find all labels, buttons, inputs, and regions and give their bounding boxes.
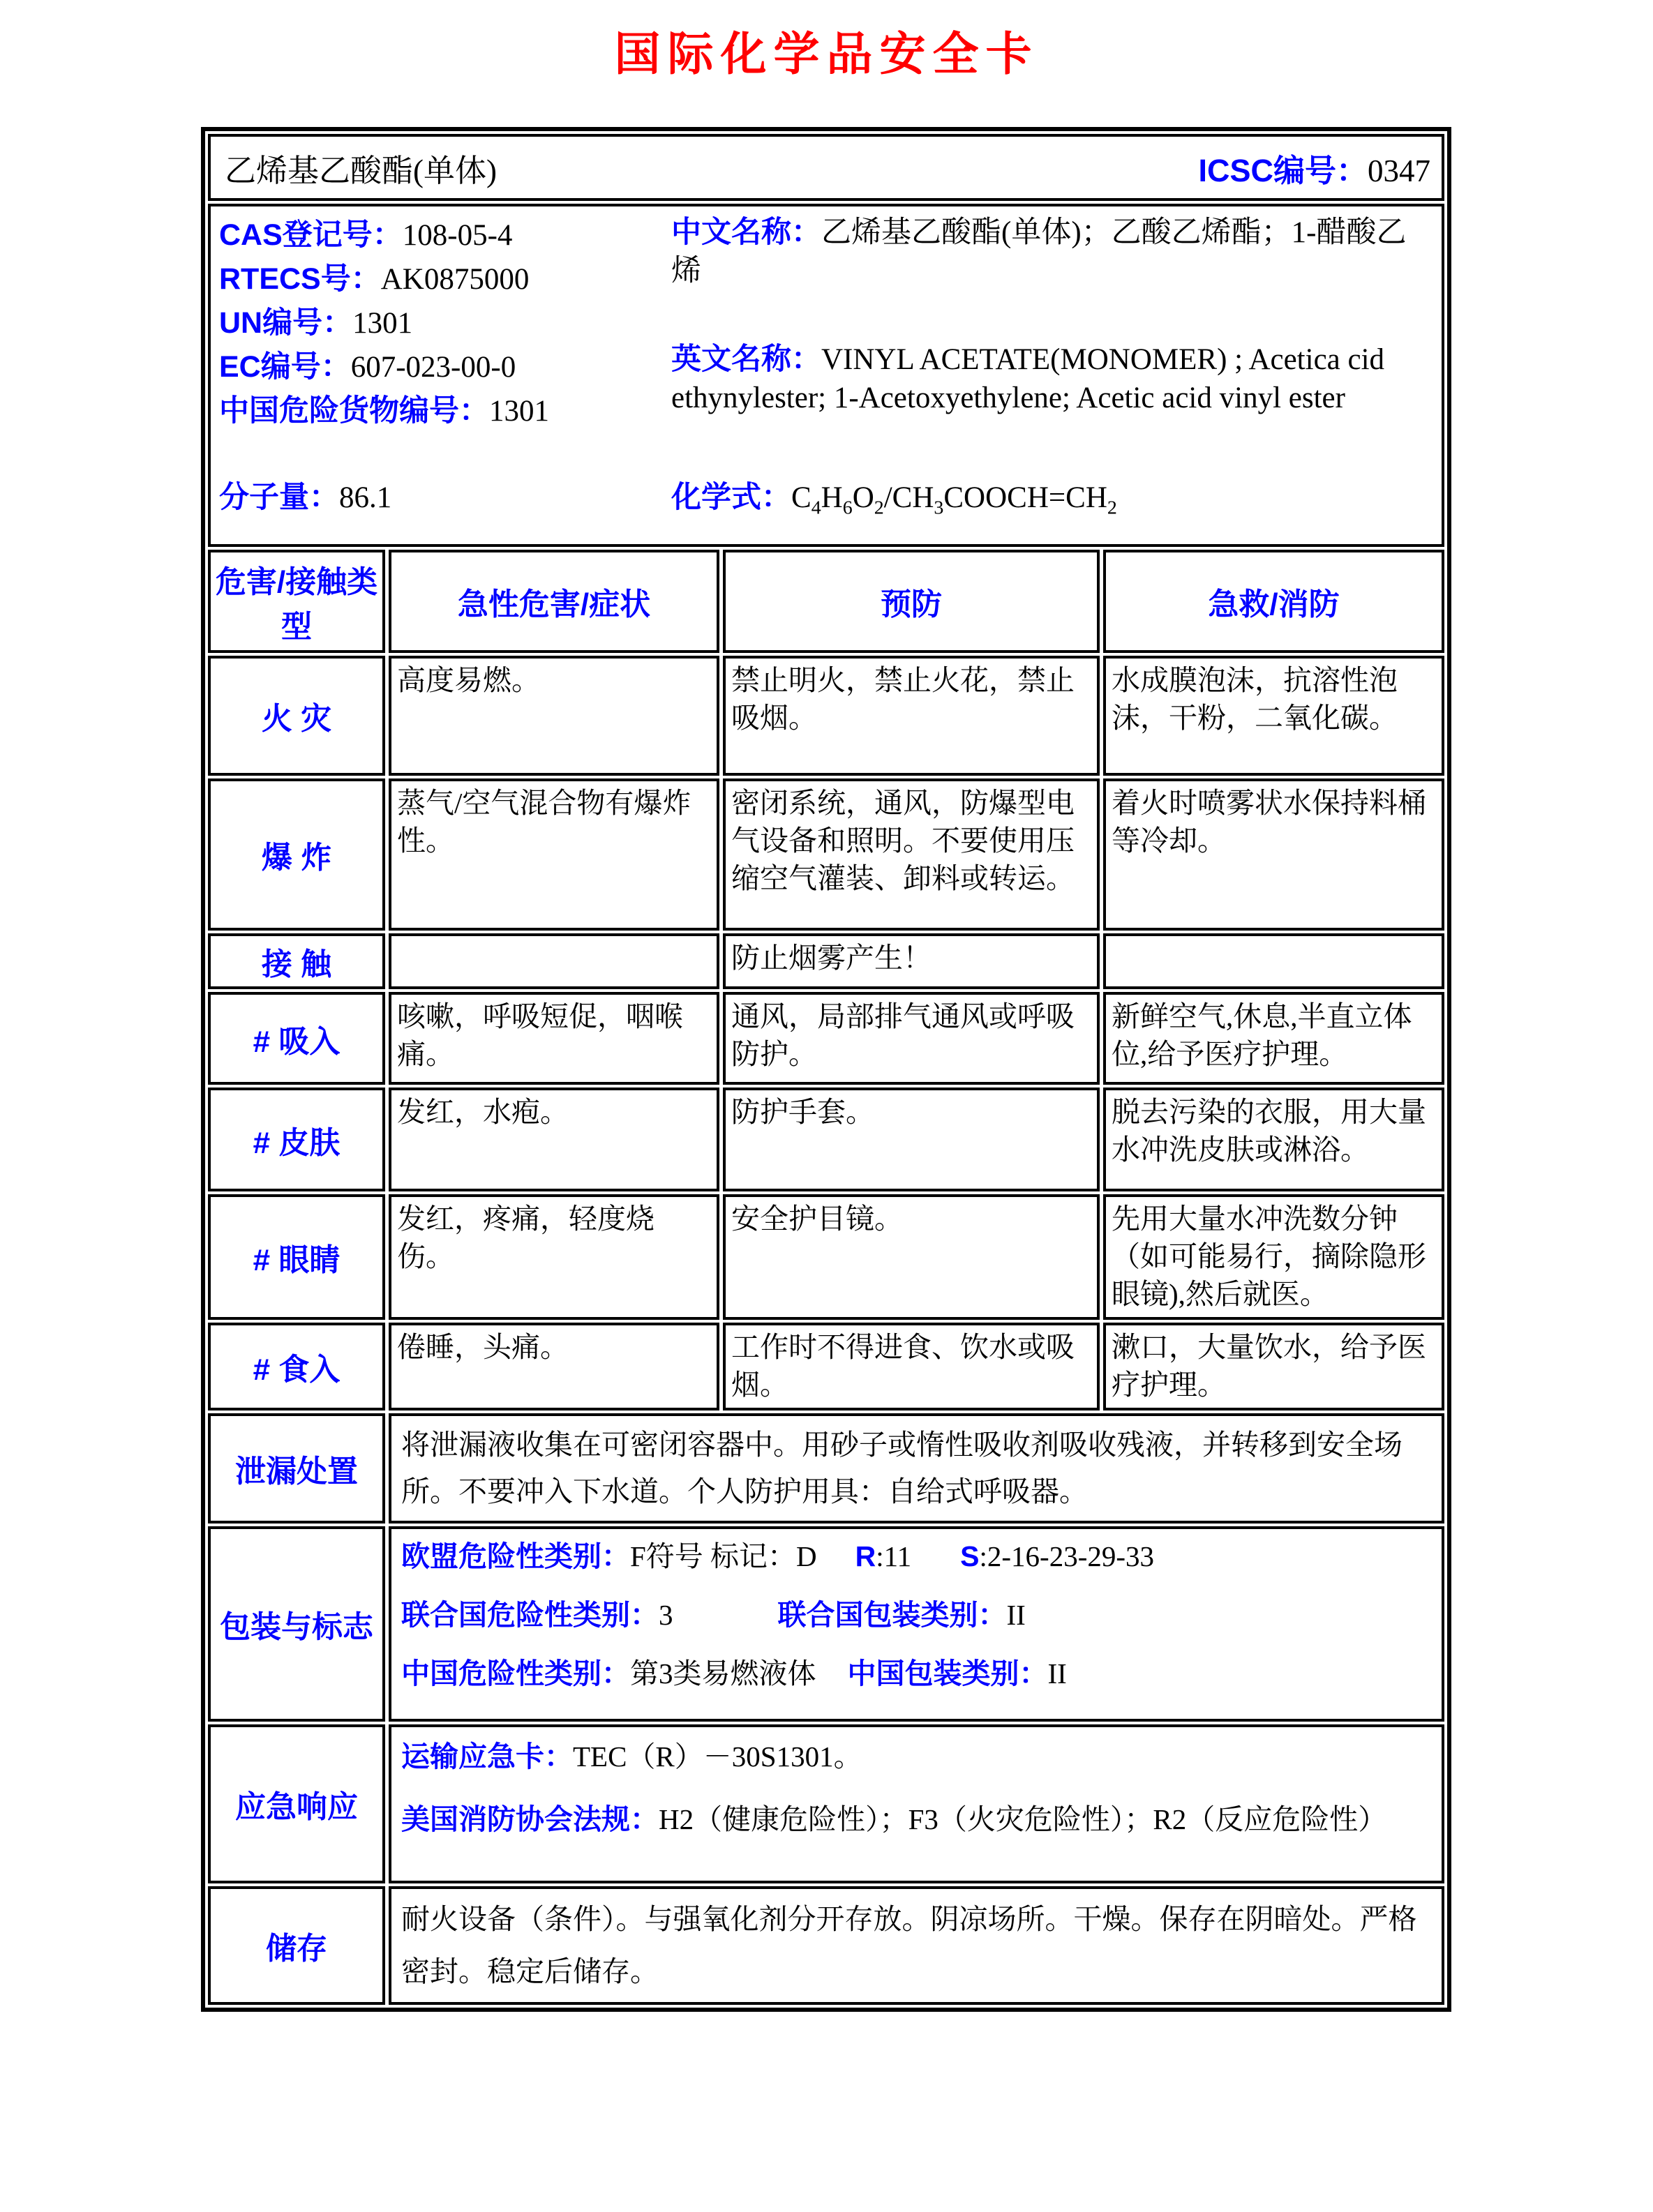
contact-first-aid	[1103, 933, 1444, 989]
inhalation-prevention: 通风，局部排气通风或呼吸防护。	[723, 992, 1100, 1085]
eu-hazard-class-line: 欧盟危险性类别：F符号 标记：D R:11 S:2-16-23-29-33	[401, 1540, 1155, 1572]
table-row-inhalation	[208, 992, 1444, 1085]
china-class-line: 中国危险性类别：第3类易燃液体 中国包装类别：II	[401, 1657, 1067, 1690]
header-first-aid: 急救/消防	[1103, 550, 1444, 653]
row-label: 接 触	[208, 933, 385, 989]
skin-symptoms: 发红，水疱。	[389, 1088, 719, 1191]
row-label: # 吸入	[208, 992, 385, 1085]
ingestion-first-aid: 漱口，大量饮水，给予医疗护理。	[1103, 1323, 1444, 1410]
table-row-ingestion	[208, 1323, 1444, 1410]
name-row	[208, 134, 1444, 201]
packaging-section	[208, 1526, 1444, 1722]
safety-card	[201, 127, 1451, 2012]
english-name: 英文名称：VINYL ACETATE(MONOMER) ; Acetica cid ethynylester; 1-Acetoxyethylene; Acetic acid vinyl ester	[671, 343, 1385, 414]
row-label: # 食入	[208, 1323, 385, 1410]
table-row-contact	[208, 933, 1444, 989]
molecular-weight: 分子量：86.1	[219, 481, 392, 514]
skin-prevention: 防护手套。	[723, 1088, 1100, 1191]
storage-text: 耐火设备（条件）。与强氧化剂分开存放。阴凉场所。干燥。保存在阴暗处。严格密封。稳定后储存。	[389, 1886, 1444, 2005]
header-hazard-type: 危害/接触类型	[208, 550, 385, 653]
eyes-symptoms: 发红，疼痛，轻度烧伤。	[389, 1194, 719, 1320]
un-class-line: 联合国危险性类别：3 联合国包装类别：II	[401, 1599, 1026, 1631]
explosion-prevention: 密闭系统，通风，防爆型电气设备和照明。不要使用压缩空气灌装、卸料或转运。	[723, 778, 1100, 931]
packaging-label: 包装与标志	[208, 1526, 385, 1722]
chinese-name: 中文名称：乙烯基乙酸酯(单体)；乙酸乙烯酯；1-醋酸乙烯	[671, 216, 1407, 287]
explosion-symptoms: 蒸气/空气混合物有爆炸性。	[389, 778, 719, 931]
contact-symptoms	[389, 933, 719, 989]
table-row-eyes	[208, 1194, 1444, 1320]
emergency-body	[389, 1724, 1444, 1883]
registry-numbers	[219, 213, 671, 433]
substance-name: 乙烯基乙酸酯(单体)	[225, 153, 497, 188]
storage-section	[208, 1886, 1444, 2005]
fire-first-aid: 水成膜泡沫，抗溶性泡沫，干粉，二氧化碳。	[1103, 656, 1444, 776]
emergency-label: 应急响应	[208, 1724, 385, 1883]
table-row-fire	[208, 656, 1444, 776]
identification-cell	[208, 204, 1444, 547]
table-row-explosion	[208, 778, 1444, 931]
header-prevention: 预防	[723, 550, 1100, 653]
un-number: UN编号：1301	[219, 306, 413, 340]
nfpa-line: 美国消防协会法规：H2（健康危险性）；F3（火灾危险性）；R2（反应危险性）	[401, 1803, 1387, 1835]
storage-label: 储存	[208, 1886, 385, 2005]
hazard-table-header	[208, 550, 1444, 653]
inhalation-first-aid: 新鲜空气,休息,半直立体位,给予医疗护理。	[1103, 992, 1444, 1085]
rtecs-number: RTECS号：AK0875000	[219, 262, 530, 296]
icsc-value: 0347	[1368, 153, 1430, 188]
icsc-label: ICSC编号：	[1198, 152, 1368, 188]
cas-number: CAS登记号：108-05-4	[219, 218, 513, 252]
inhalation-symptoms: 咳嗽，呼吸短促，咽喉痛。	[389, 992, 719, 1085]
row-label: # 眼睛	[208, 1194, 385, 1320]
fire-symptoms: 高度易燃。	[389, 656, 719, 776]
page-title: 国际化学品安全卡	[614, 28, 1039, 80]
header-symptoms: 急性危害/症状	[389, 550, 719, 653]
spill-section	[208, 1413, 1444, 1523]
eyes-first-aid: 先用大量水冲洗数分钟（如可能易行，摘除隐形眼镜),然后就医。	[1103, 1194, 1444, 1320]
ingestion-symptoms: 倦睡，头痛。	[389, 1323, 719, 1410]
fire-prevention: 禁止明火，禁止火花，禁止吸烟。	[723, 656, 1100, 776]
spill-text: 将泄漏液收集在可密闭容器中。用砂子或惰性吸收剂吸收残液，并转移到安全场所。不要冲入下水道。个人防护用具：自给式呼吸器。	[389, 1413, 1444, 1523]
row-label: # 皮肤	[208, 1088, 385, 1191]
spill-label: 泄漏处置	[208, 1413, 385, 1523]
table-row-skin	[208, 1088, 1444, 1191]
emergency-section	[208, 1724, 1444, 1883]
contact-prevention: 防止烟雾产生！	[723, 933, 1100, 989]
eyes-prevention: 安全护目镜。	[723, 1194, 1100, 1320]
row-label: 爆 炸	[208, 778, 385, 931]
packaging-body	[389, 1526, 1444, 1722]
row-label: 火 灾	[208, 656, 385, 776]
ingestion-prevention: 工作时不得进食、饮水或吸烟。	[723, 1323, 1100, 1410]
transport-card-line: 运输应急卡：TEC（R）－30S1301。	[401, 1740, 862, 1773]
skin-first-aid: 脱去污染的衣服，用大量水冲洗皮肤或淋浴。	[1103, 1088, 1444, 1191]
chemical-names	[671, 213, 1435, 433]
chemical-formula: 化学式：$C_4H_6O_2/CH_3COOCH=CH_2$	[671, 481, 1117, 519]
explosion-first-aid: 着火时喷雾状水保持料桶等冷却。	[1103, 778, 1444, 931]
identification-section	[208, 204, 1444, 547]
name-cell	[208, 134, 1444, 201]
icsc-number	[1198, 145, 1430, 190]
china-dg-number: 中国危险货物编号：1301	[219, 394, 549, 428]
ec-number: EC编号：607-023-00-0	[219, 350, 516, 384]
